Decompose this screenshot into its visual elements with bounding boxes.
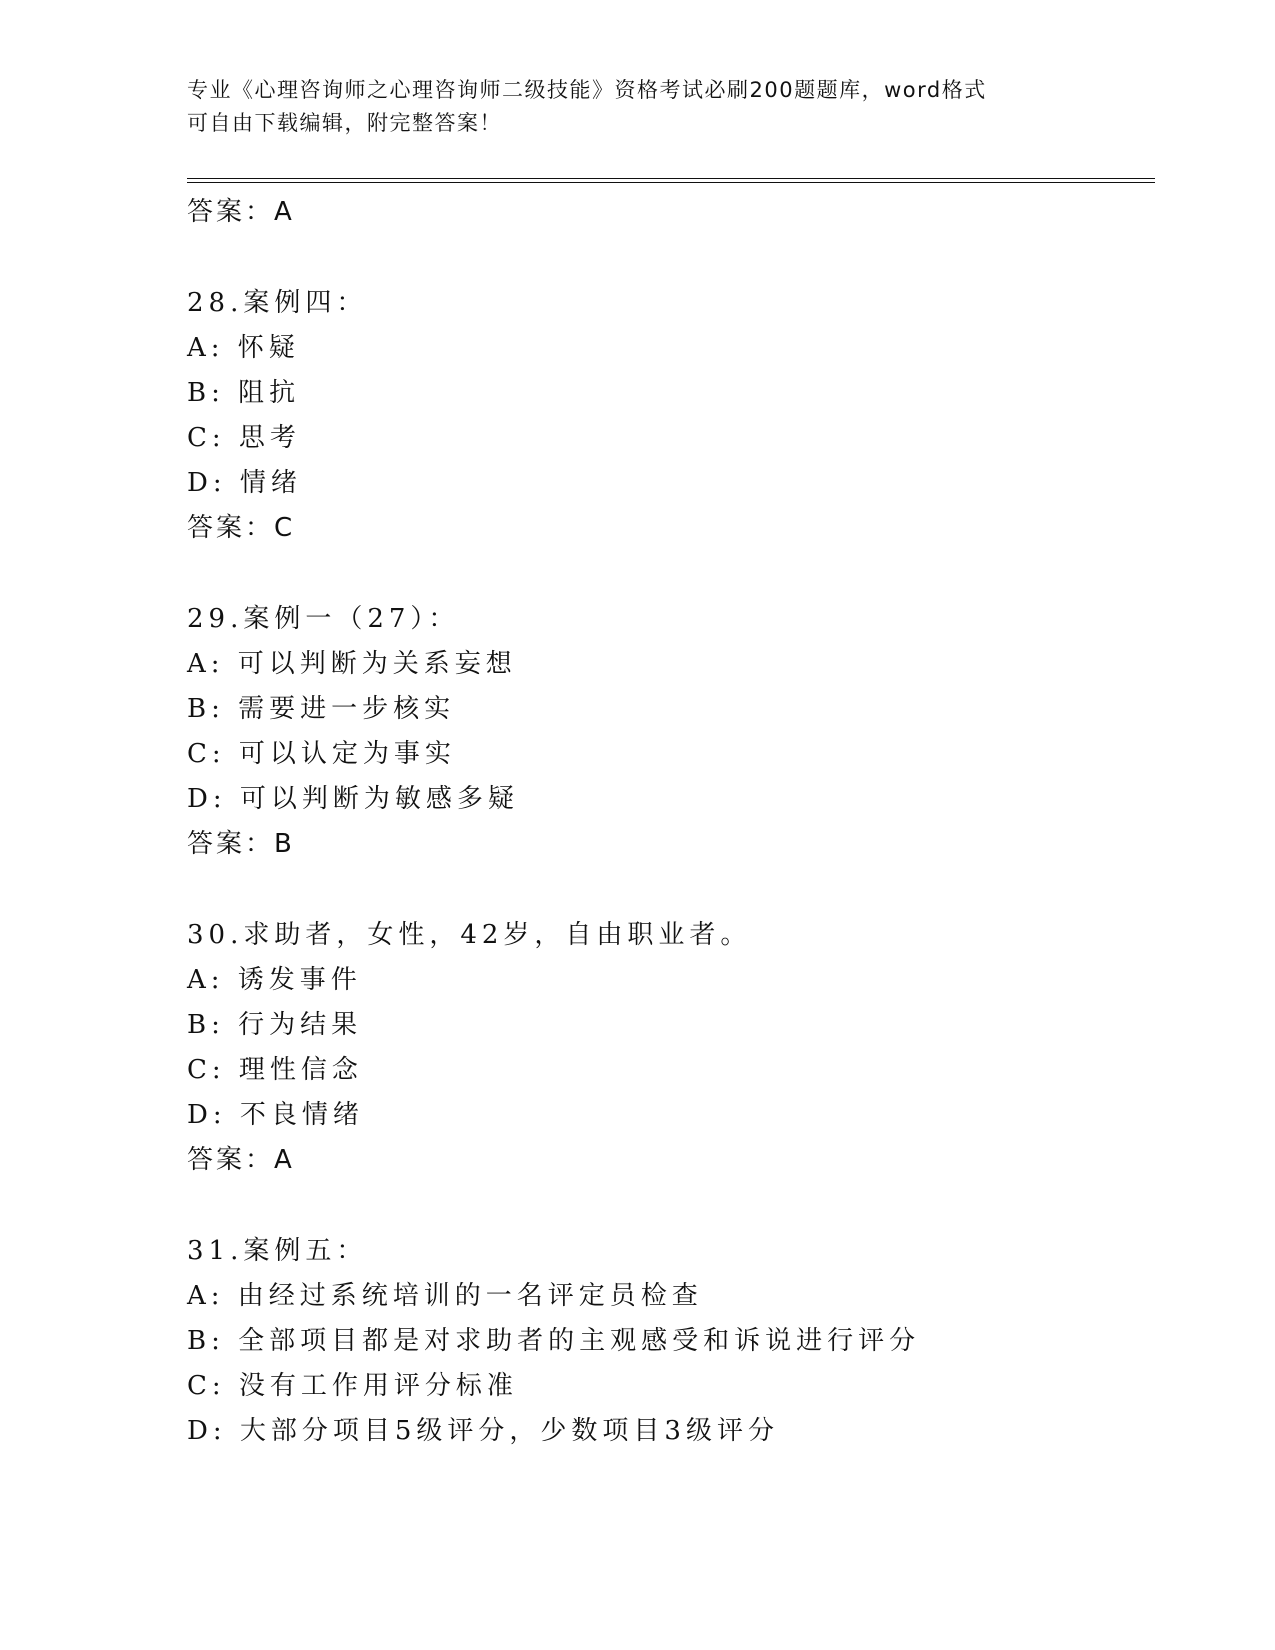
question-29 <box>187 597 1147 867</box>
option-c: C: 没有工作用评分标准 <box>187 1371 518 1401</box>
question-title: 30.求助者，女性，42岁，自由职业者。 <box>187 920 752 950</box>
option-a: A: 可以判断为关系妄想 <box>187 649 517 679</box>
question-list <box>187 190 1147 1454</box>
option-b: B: 行为结果 <box>187 1010 363 1040</box>
header-line-2: 可自由下载编辑，附完整答案！ <box>187 111 502 135</box>
option-a: A: 诱发事件 <box>187 965 362 995</box>
answer: 答案：B <box>187 829 295 859</box>
option-b: B: 需要进一步核实 <box>187 694 456 724</box>
question-30 <box>187 913 1147 1183</box>
option-b: B: 全部项目都是对求助者的主观感受和诉说进行评分 <box>187 1326 921 1356</box>
option-c: C: 理性信念 <box>187 1055 363 1085</box>
option-d: D: 情绪 <box>187 468 302 498</box>
previous-answer: 答案：A <box>187 197 295 227</box>
spacer <box>187 551 1147 597</box>
option-d: D: 可以判断为敏感多疑 <box>187 784 519 814</box>
header-divider-bottom <box>187 182 1155 183</box>
option-c: C: 可以认定为事实 <box>187 739 456 769</box>
document-header <box>187 74 1067 140</box>
spacer <box>187 235 1147 281</box>
option-a: A: 怀疑 <box>187 333 300 363</box>
option-d: D: 不良情绪 <box>187 1100 364 1130</box>
question-title: 31.案例五： <box>187 1236 368 1266</box>
spacer <box>187 867 1147 913</box>
question-31 <box>187 1229 1147 1454</box>
answer: 答案：C <box>187 513 296 543</box>
option-a: A: 由经过系统培训的一名评定员检查 <box>187 1281 703 1311</box>
spacer <box>187 1183 1147 1229</box>
question-title: 29.案例一（27）： <box>187 604 460 634</box>
option-c: C: 思考 <box>187 423 301 453</box>
question-title: 28.案例四： <box>187 288 368 318</box>
answer: 答案：A <box>187 1145 295 1175</box>
header-line-1: 专业《心理咨询师之心理咨询师二级技能》资格考试必刷200题题库，word格式 <box>187 78 987 102</box>
option-d: D: 大部分项目5级评分，少数项目3级评分 <box>187 1416 779 1446</box>
option-b: B: 阻抗 <box>187 378 301 408</box>
header-divider-top <box>187 178 1155 179</box>
question-28 <box>187 281 1147 551</box>
